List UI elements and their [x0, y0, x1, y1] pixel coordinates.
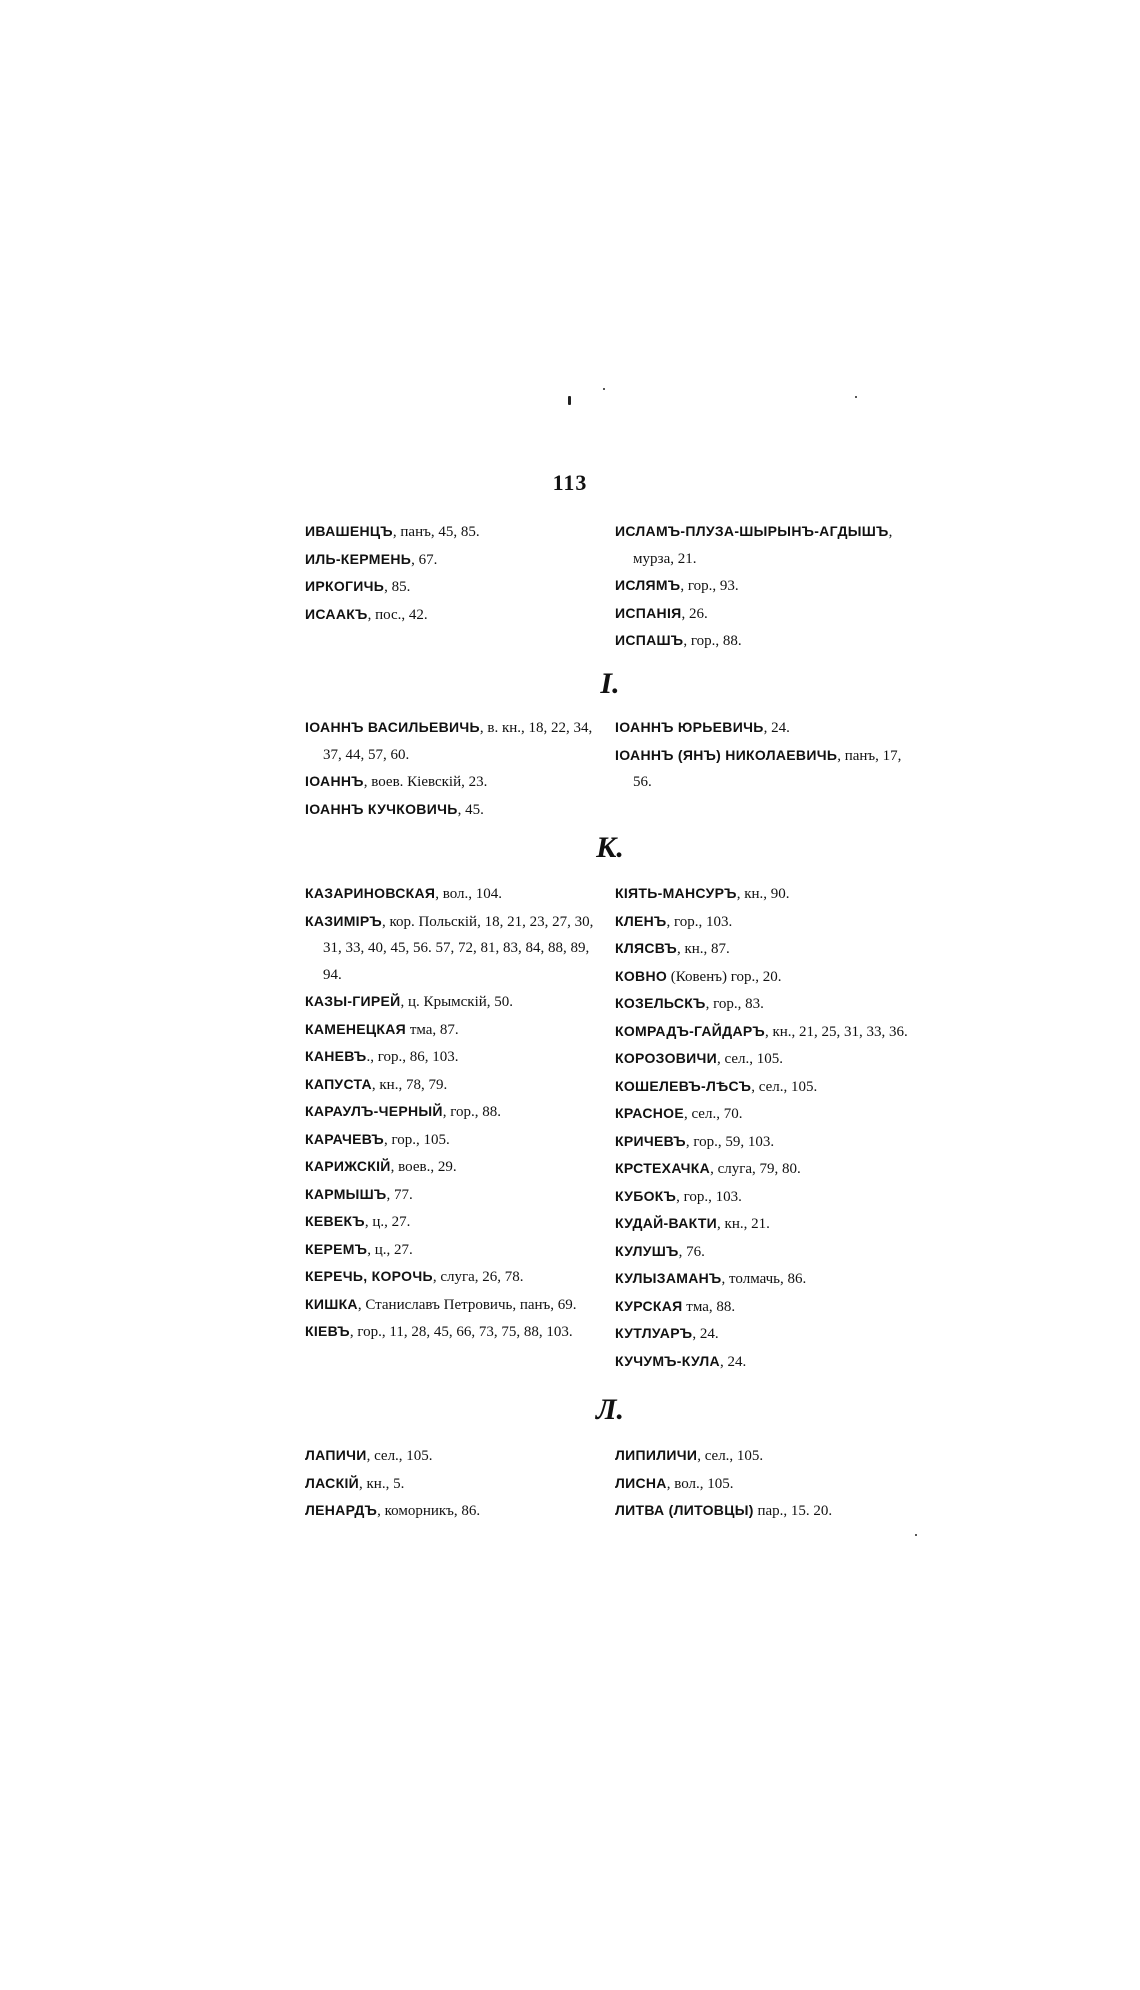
index-entry	[615, 1155, 915, 1183]
entry-details: , слуга, 79, 80.	[710, 1161, 801, 1177]
entry-headword: КАРМЫШЪ	[305, 1185, 387, 1202]
entry-headword: КАЗИМІРЪ	[305, 912, 382, 929]
entry-details: , 24.	[719, 1353, 747, 1370]
entry-details: , кн., 78, 79.	[371, 1076, 448, 1093]
entry-headword: КУРСКАЯ	[615, 1297, 683, 1314]
index-entry	[305, 1016, 605, 1044]
index-entry	[615, 880, 915, 908]
index-entry	[305, 768, 605, 796]
entry-details: , сел., 105.	[697, 1448, 764, 1464]
entry-details: , 24.	[763, 720, 790, 736]
entry-details: , 26.	[681, 605, 708, 622]
entry-columns	[305, 1442, 915, 1525]
index-entry	[305, 714, 605, 768]
entry-headword: КОЗЕЛЬСКЪ	[615, 995, 706, 1011]
entry-headword: ЛИСНА	[615, 1474, 667, 1491]
entry-details: , гор., 59, 103.	[685, 1133, 775, 1150]
index-entry	[305, 601, 605, 629]
section-l	[305, 1388, 915, 1525]
index-entry	[615, 1018, 915, 1046]
index-entry	[305, 880, 605, 908]
entry-details: , ц. Крымскій, 50.	[400, 994, 514, 1010]
entry-details: , слуга, 26, 78.	[432, 1269, 524, 1285]
index-entry	[305, 518, 605, 546]
entry-headword: ЛАСКІЙ	[305, 1474, 359, 1491]
right-column	[615, 880, 915, 1375]
entry-columns	[305, 714, 915, 823]
entry-headword: КУТЛУАРЪ	[615, 1325, 693, 1341]
index-entry	[305, 1098, 605, 1126]
entry-headword: КРИЧЕВЪ	[615, 1132, 686, 1149]
entry-details: , гор., 93.	[680, 578, 739, 594]
index-entry	[615, 1348, 915, 1376]
entry-details: , 85.	[384, 579, 411, 595]
scan-speck	[855, 396, 857, 398]
entry-headword: ИСЛЯМЪ	[615, 577, 681, 593]
entry-headword: КЕРЕЧЬ, КОРОЧЬ	[305, 1268, 433, 1284]
entry-details: , гор., 103.	[676, 1188, 742, 1205]
entry-headword: ІОАННЪ ВАСИЛЬЕВИЧЬ	[305, 719, 480, 735]
entry-headword: КЕВЕКЪ	[305, 1213, 365, 1229]
index-entry	[615, 714, 915, 742]
entry-headword: КАРИЖСКІЙ	[305, 1158, 391, 1174]
index-entry	[615, 1238, 915, 1266]
index-entry	[615, 600, 915, 628]
index-entry	[305, 1442, 605, 1470]
entry-details: , гор., 103.	[666, 913, 733, 930]
index-entry	[305, 1236, 605, 1264]
entry-columns	[305, 518, 915, 655]
entry-details: , гор., 88.	[683, 633, 742, 649]
right-column	[615, 518, 915, 655]
entry-headword: КЛЯСВЪ	[615, 940, 677, 956]
index-entry	[305, 1153, 605, 1181]
entry-details: тма, 88.	[682, 1298, 736, 1315]
index-entry	[305, 1263, 605, 1291]
scan-speck	[568, 396, 571, 405]
entry-headword: КІЕВЪ	[305, 1323, 350, 1339]
section-i-decimal	[305, 662, 915, 823]
index-entry	[305, 1043, 605, 1071]
section-letter: К.	[596, 831, 624, 864]
entry-headword: КАПУСТА	[305, 1075, 372, 1092]
index-entry	[615, 518, 915, 572]
entry-details: , мурза, 21.	[633, 524, 893, 567]
entry-details: , панъ, 45, 85.	[392, 524, 480, 540]
index-entry	[615, 1265, 915, 1293]
entry-headword: КАРАУЛЪ-ЧЕРНЫЙ	[305, 1103, 443, 1119]
entry-headword: ИСААКЪ	[305, 605, 368, 622]
entry-details: , сел., 105.	[751, 1078, 818, 1095]
scan-speck	[603, 388, 605, 390]
entry-headword: ИВАШЕНЦЪ	[305, 523, 393, 539]
entry-details: , в. кн., 18, 22, 34, 37, 44, 57, 60.	[323, 720, 593, 763]
entry-details: , гор., 88.	[442, 1104, 502, 1120]
left-column	[305, 1442, 605, 1525]
entry-columns	[305, 880, 915, 1375]
index-entry	[615, 908, 915, 936]
entry-details: ., гор., 86, 103.	[366, 1049, 459, 1065]
index-entry	[305, 546, 605, 574]
entry-headword: ІОАННЪ (ЯНЪ) НИКОЛАЕВИЧЬ	[615, 746, 838, 763]
entry-headword: КОВНО	[615, 967, 668, 984]
entry-details: , 77.	[386, 1186, 413, 1203]
entry-details: , кн., 90.	[736, 886, 790, 902]
entry-details: , сел., 70.	[683, 1106, 743, 1122]
index-entry	[305, 1181, 605, 1209]
index-entry	[615, 742, 915, 796]
index-entry	[615, 1183, 915, 1211]
entry-headword: ЛИПИЛИЧИ	[615, 1447, 698, 1463]
entry-headword: ИЛЬ-КЕРМЕНЬ	[305, 550, 412, 567]
entry-details: , 67.	[411, 551, 438, 568]
entry-headword: КИШКА	[305, 1295, 358, 1312]
index-entry	[615, 1128, 915, 1156]
index-entry	[615, 963, 915, 991]
left-column	[305, 714, 605, 823]
entry-headword: ИСЛАМЪ-ПЛУЗА-ШЫРЫНЪ-АГДЫШЪ	[615, 523, 889, 539]
section-i	[305, 518, 915, 655]
section-letter: І.	[600, 667, 620, 700]
index-entry	[305, 1497, 605, 1525]
entry-headword: КОРОЗОВИЧИ	[615, 1050, 718, 1066]
entry-details: , 45.	[457, 801, 484, 818]
entry-headword: КРАСНОЕ	[615, 1105, 684, 1121]
index-entry	[305, 908, 605, 989]
entry-headword: КІЯТЬ-МАНСУРЪ	[615, 885, 737, 901]
entry-headword: ІОАННЪ КУЧКОВИЧЬ	[305, 800, 458, 817]
index-entry	[305, 573, 605, 601]
entry-headword: ІОАННЪ ЮРЬЕВИЧЬ	[615, 719, 764, 735]
page-number: 113	[552, 470, 588, 495]
index-entry	[615, 1210, 915, 1238]
entry-details: , сел., 105.	[717, 1051, 784, 1067]
index-entry	[615, 1497, 915, 1525]
index-entry	[305, 1071, 605, 1099]
index-entry	[615, 1045, 915, 1073]
index-entry	[615, 990, 915, 1018]
entry-details: , сел., 105.	[366, 1448, 433, 1464]
left-column	[305, 880, 605, 1375]
index-entry	[305, 796, 605, 824]
index-entry	[615, 627, 915, 655]
entry-details: , кн., 5.	[359, 1475, 405, 1492]
index-entry	[615, 1320, 915, 1348]
entry-headword: ЛИТВА (ЛИТОВЦЫ)	[615, 1502, 754, 1518]
entry-details: , ц., 27.	[364, 1214, 411, 1230]
entry-headword: КАРАЧЕВЪ	[305, 1130, 384, 1147]
entry-details: , коморникъ, 86.	[377, 1503, 481, 1519]
entry-details: пар., 15. 20.	[753, 1503, 833, 1519]
entry-headword: ИСПАНІЯ	[615, 604, 682, 621]
entry-details: , воев. Кіевскій, 23.	[363, 774, 488, 790]
entry-headword: КУЛУШЪ	[615, 1242, 679, 1259]
entry-headword: ЛЕНАРДЪ	[305, 1502, 378, 1518]
entry-headword: КОШЕЛЕВЪ-ЛѢСЪ	[615, 1077, 752, 1094]
scan-speck	[915, 1534, 917, 1536]
index-entry	[305, 988, 605, 1016]
entry-details: , толмачь, 86.	[721, 1271, 807, 1287]
entry-headword: КАЗАРИНОВСКАЯ	[305, 885, 436, 901]
entry-headword: КАМЕНЕЦКАЯ	[305, 1020, 407, 1037]
index-entry	[615, 1293, 915, 1321]
entry-details: , 76.	[678, 1243, 705, 1260]
index-entry	[305, 1126, 605, 1154]
index-entry	[615, 572, 915, 600]
index-entry	[615, 1073, 915, 1101]
entry-details: , гор., 83.	[705, 996, 764, 1012]
entry-details: , вол., 104.	[435, 886, 503, 902]
index-entry	[305, 1208, 605, 1236]
entry-details: , кор. Польскій, 18, 21, 23, 27, 30, 31, 33, 40, 45, 56. 57, 72, 81, 83, 84, 88, 89, 94.	[323, 913, 594, 983]
entry-headword: КУЛЫЗАМАНЪ	[615, 1270, 722, 1286]
entry-details: , кн., 87.	[676, 941, 730, 957]
index-entry	[615, 1470, 915, 1498]
entry-details: , панъ, 17, 56.	[633, 747, 902, 790]
right-column	[615, 714, 915, 823]
entry-headword: КУБОКЪ	[615, 1187, 677, 1204]
index-entry	[615, 1100, 915, 1128]
entry-details: , ц., 27.	[367, 1241, 413, 1258]
index-entry	[305, 1470, 605, 1498]
entry-headword: ИРКОГИЧЬ	[305, 578, 385, 594]
entry-headword: КУДАЙ-ВАКТИ	[615, 1215, 718, 1231]
entry-details: (Ковенъ) гор., 20.	[667, 968, 782, 985]
index-entry	[615, 1442, 915, 1470]
entry-headword: ИСПАШЪ	[615, 632, 684, 648]
entry-headword: КЛЕНЪ	[615, 912, 667, 929]
entry-headword: ІОАННЪ	[305, 773, 364, 789]
right-column	[615, 1442, 915, 1525]
entry-details: , пос., 42.	[367, 606, 428, 623]
entry-details: , кн., 21, 25, 31, 33, 36.	[764, 1023, 908, 1040]
index-entry	[305, 1291, 605, 1319]
entry-headword: КОМРАДЪ-ГАЙДАРЪ	[615, 1022, 765, 1039]
entry-details: , 24.	[692, 1326, 719, 1342]
index-entry	[305, 1318, 605, 1346]
entry-headword: ЛАПИЧИ	[305, 1447, 367, 1463]
section-letter: Л.	[595, 1393, 625, 1426]
entry-details: , Станиславъ Петровичь, панъ, 69.	[357, 1296, 577, 1313]
entry-headword: КУЧУМЪ-КУЛА	[615, 1352, 720, 1369]
entry-headword: КАЗЫ-ГИРЕЙ	[305, 993, 401, 1009]
entry-details: , гор., 105.	[383, 1131, 450, 1148]
entry-details: , кн., 21.	[717, 1216, 770, 1232]
entry-details: , воев., 29.	[390, 1159, 457, 1175]
entry-details: тма, 87.	[406, 1021, 459, 1038]
entry-headword: КРСТЕХАЧКА	[615, 1160, 711, 1176]
entry-headword: КЕРЕМЪ	[305, 1240, 368, 1257]
entry-headword: КАНЕВЪ	[305, 1048, 367, 1064]
entry-details: , гор., 11, 28, 45, 66, 73, 75, 88, 103.	[349, 1324, 573, 1340]
index-entry	[615, 935, 915, 963]
left-column	[305, 518, 605, 655]
section-k	[305, 826, 915, 1375]
entry-details: , вол., 105.	[666, 1475, 734, 1492]
